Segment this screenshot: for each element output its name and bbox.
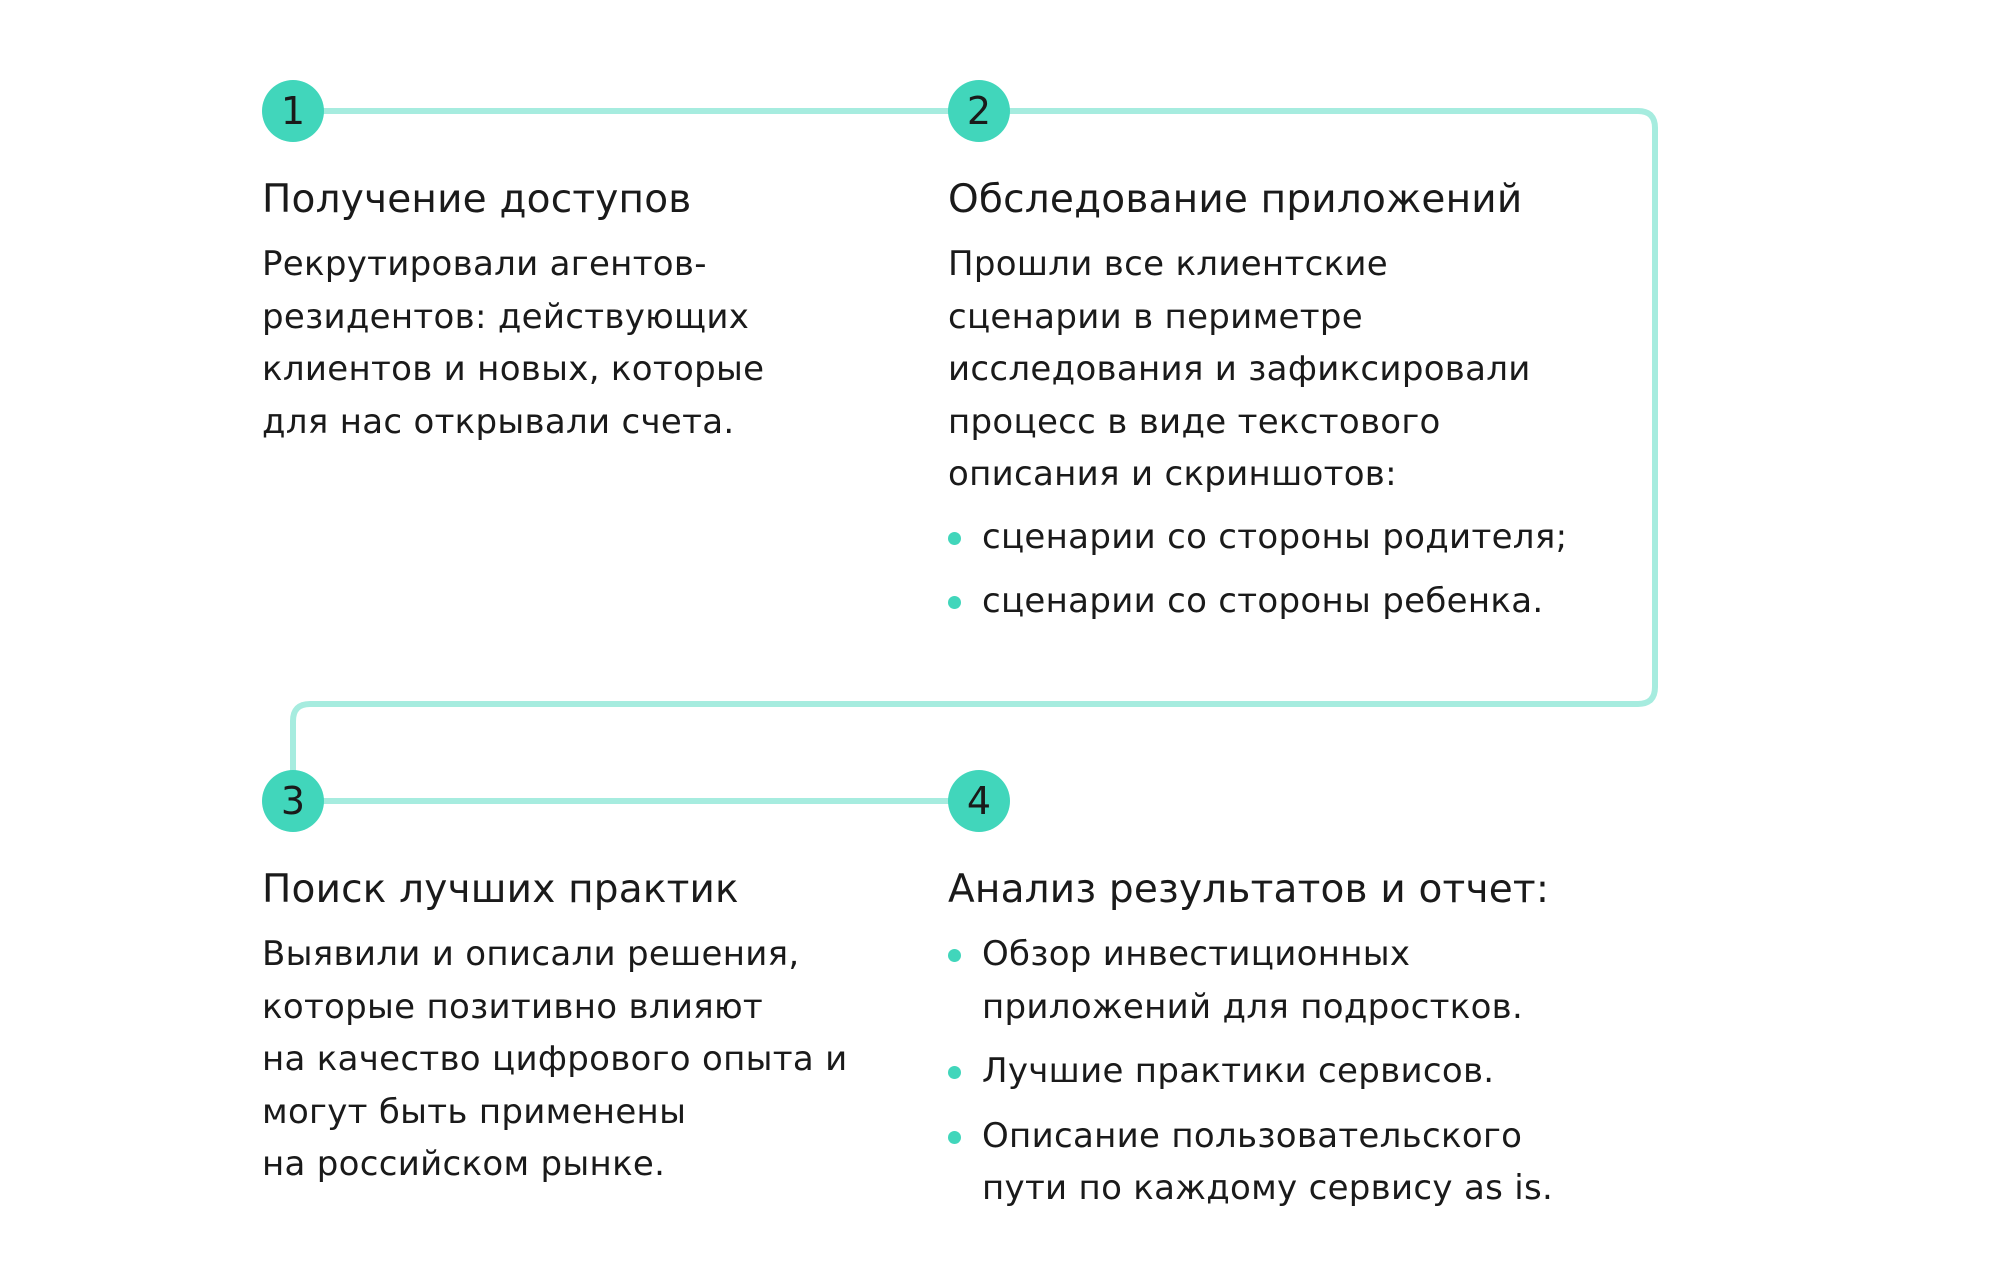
bullet-dot-icon <box>948 532 961 545</box>
bullet-dot-icon <box>948 1066 961 1079</box>
list-item-text: сценарии со стороны ребенка. <box>982 581 1544 621</box>
step-3 <box>262 866 912 1191</box>
step-4-bullet-list <box>948 928 1598 1215</box>
list-item <box>948 928 1598 1033</box>
bullet-dot-icon <box>948 596 961 609</box>
list-item <box>948 1110 1598 1215</box>
list-item <box>948 1045 1598 1098</box>
step-2-number-badge: 2 <box>948 80 1010 142</box>
list-item-text: Лучшие практики сервисов. <box>982 1051 1495 1091</box>
step-2-bullet-list <box>948 511 1598 628</box>
list-item-text: Обзор инвестиционных приложений для подростков. <box>982 934 1524 1027</box>
step-2-title: Обследование приложений <box>948 177 1523 222</box>
step-4 <box>948 866 1598 1227</box>
step-4-title: Анализ результатов и отчет: <box>948 867 1550 912</box>
step-4-number-badge: 4 <box>948 770 1010 832</box>
step-1-title: Получение доступов <box>262 177 692 222</box>
list-item-text: Описание пользовательского пути по каждому сервису as is. <box>982 1115 1554 1208</box>
list-item <box>948 575 1598 628</box>
step-1-number-badge: 1 <box>262 80 324 142</box>
step-3-description: Выявили и описали решения, которые позитивно влияют на качество цифрового опыта и могут быть применены на российском рынке. <box>262 934 848 1184</box>
bullet-dot-icon <box>948 1131 961 1144</box>
bullet-dot-icon <box>948 949 961 962</box>
step-2 <box>948 176 1598 640</box>
step-2-description: Прошли все клиентские сценарии в периметре исследования и зафиксировали процесс в виде текстового описания и скриншотов: <box>948 244 1531 494</box>
step-3-number-badge: 3 <box>262 770 324 832</box>
list-item-text: сценарии со стороны родителя; <box>982 516 1568 557</box>
step-1 <box>262 176 912 448</box>
step-3-title: Поиск лучших практик <box>262 867 739 912</box>
step-1-description: Рекрутировали агентов- резидентов: действующих клиентов и новых, которые для нас открывали счета. <box>262 244 765 442</box>
list-item <box>948 511 1598 564</box>
